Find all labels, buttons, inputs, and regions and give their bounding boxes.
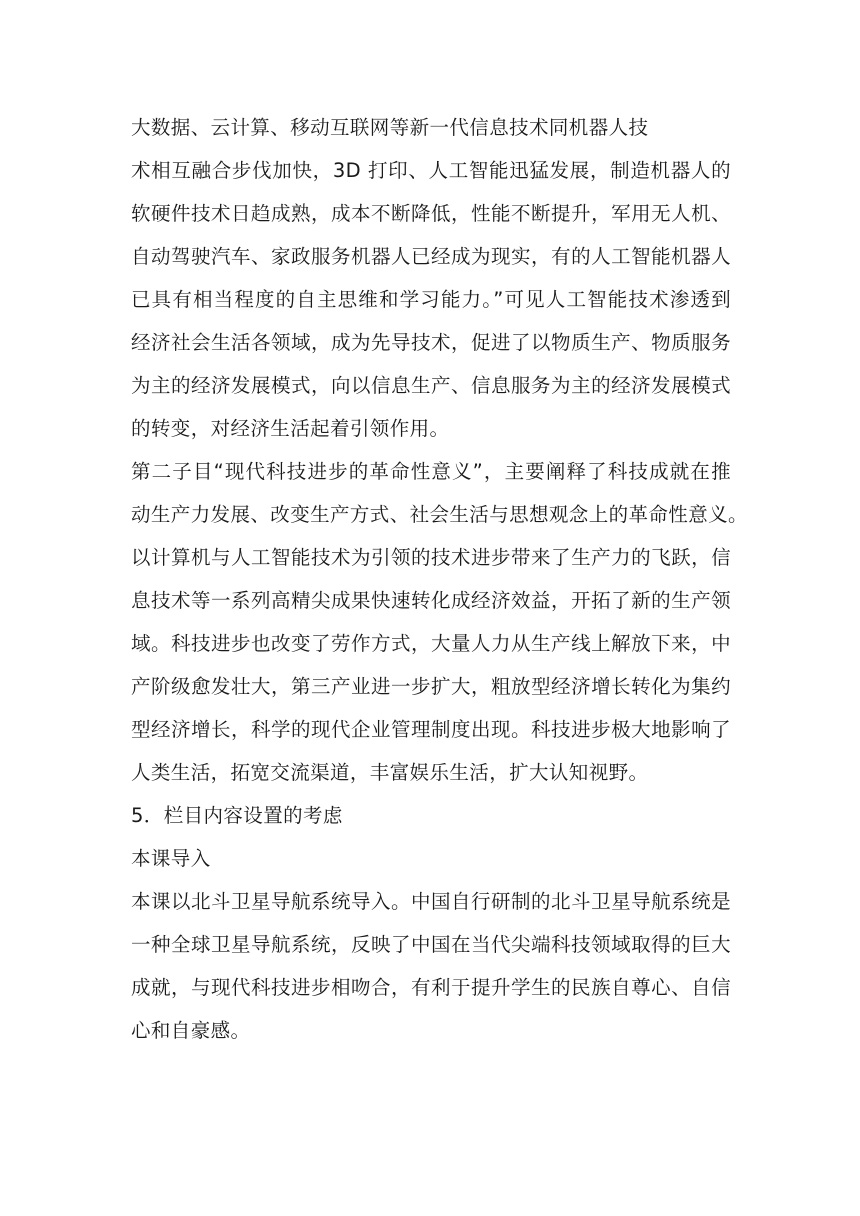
text-line: 本课以北斗卫星导航系统导入。中国自行研制的北斗卫星导航系统是 bbox=[131, 890, 731, 913]
text-line: 软硬件技术日趋成熟，成本不断降低，性能不断提升，军用无人机、 bbox=[131, 202, 731, 225]
text-line: 心和自豪感。 bbox=[131, 1019, 251, 1042]
text-line: 为主的经济发展模式，向以信息生产、信息服务为主的经济发展模式 bbox=[131, 374, 731, 397]
text-line: 自动驾驶汽车、家政服务机器人已经成为现实，有的人工智能机器人 bbox=[131, 245, 731, 268]
section-heading: 5．栏目内容设置的考虑 bbox=[131, 804, 343, 827]
text-line: 域。科技进步也改变了劳作方式，大量人力从生产线上解放下来，中 bbox=[131, 632, 731, 655]
text-line: 成就，与现代科技进步相吻合，有利于提升学生的民族自尊心、自信 bbox=[131, 976, 731, 999]
text-line: 动生产力发展、改变生产方式、社会生活与思想观念上的革命性意义。 bbox=[131, 503, 748, 526]
text-line: 人类生活，拓宽交流渠道，丰富娱乐生活，扩大认知视野。 bbox=[131, 761, 649, 784]
subheading: 本课导入 bbox=[131, 847, 211, 870]
text-line: 术相互融合步伐加快，3D 打印、人工智能迅猛发展，制造机器人的 bbox=[131, 159, 731, 182]
text-line: 大数据、云计算、移动互联网等新一代信息技术同机器人技 bbox=[131, 116, 649, 139]
text-line: 产阶级愈发壮大，第三产业进一步扩大，粗放型经济增长转化为集约 bbox=[131, 675, 731, 698]
text-line: 型经济增长，科学的现代企业管理制度出现。科技进步极大地影响了 bbox=[131, 718, 731, 741]
text-line: 以计算机与人工智能技术为引领的技术进步带来了生产力的飞跃，信 bbox=[131, 546, 731, 569]
text-line: 经济社会生活各领域，成为先导技术，促进了以物质生产、物质服务 bbox=[131, 331, 731, 354]
text-line: 已具有相当程度的自主思维和学习能力。”可见人工智能技术渗透到 bbox=[131, 288, 731, 311]
text-line: 一种全球卫星导航系统，反映了中国在当代尖端科技领域取得的巨大 bbox=[131, 933, 731, 956]
text-line: 第二子目“现代科技进步的革命性意义”，主要阐释了科技成就在推 bbox=[131, 460, 731, 483]
text-line: 息技术等一系列高精尖成果快速转化成经济效益，开拓了新的生产领 bbox=[131, 589, 731, 612]
text-line: 的转变，对经济生活起着引领作用。 bbox=[131, 417, 450, 440]
